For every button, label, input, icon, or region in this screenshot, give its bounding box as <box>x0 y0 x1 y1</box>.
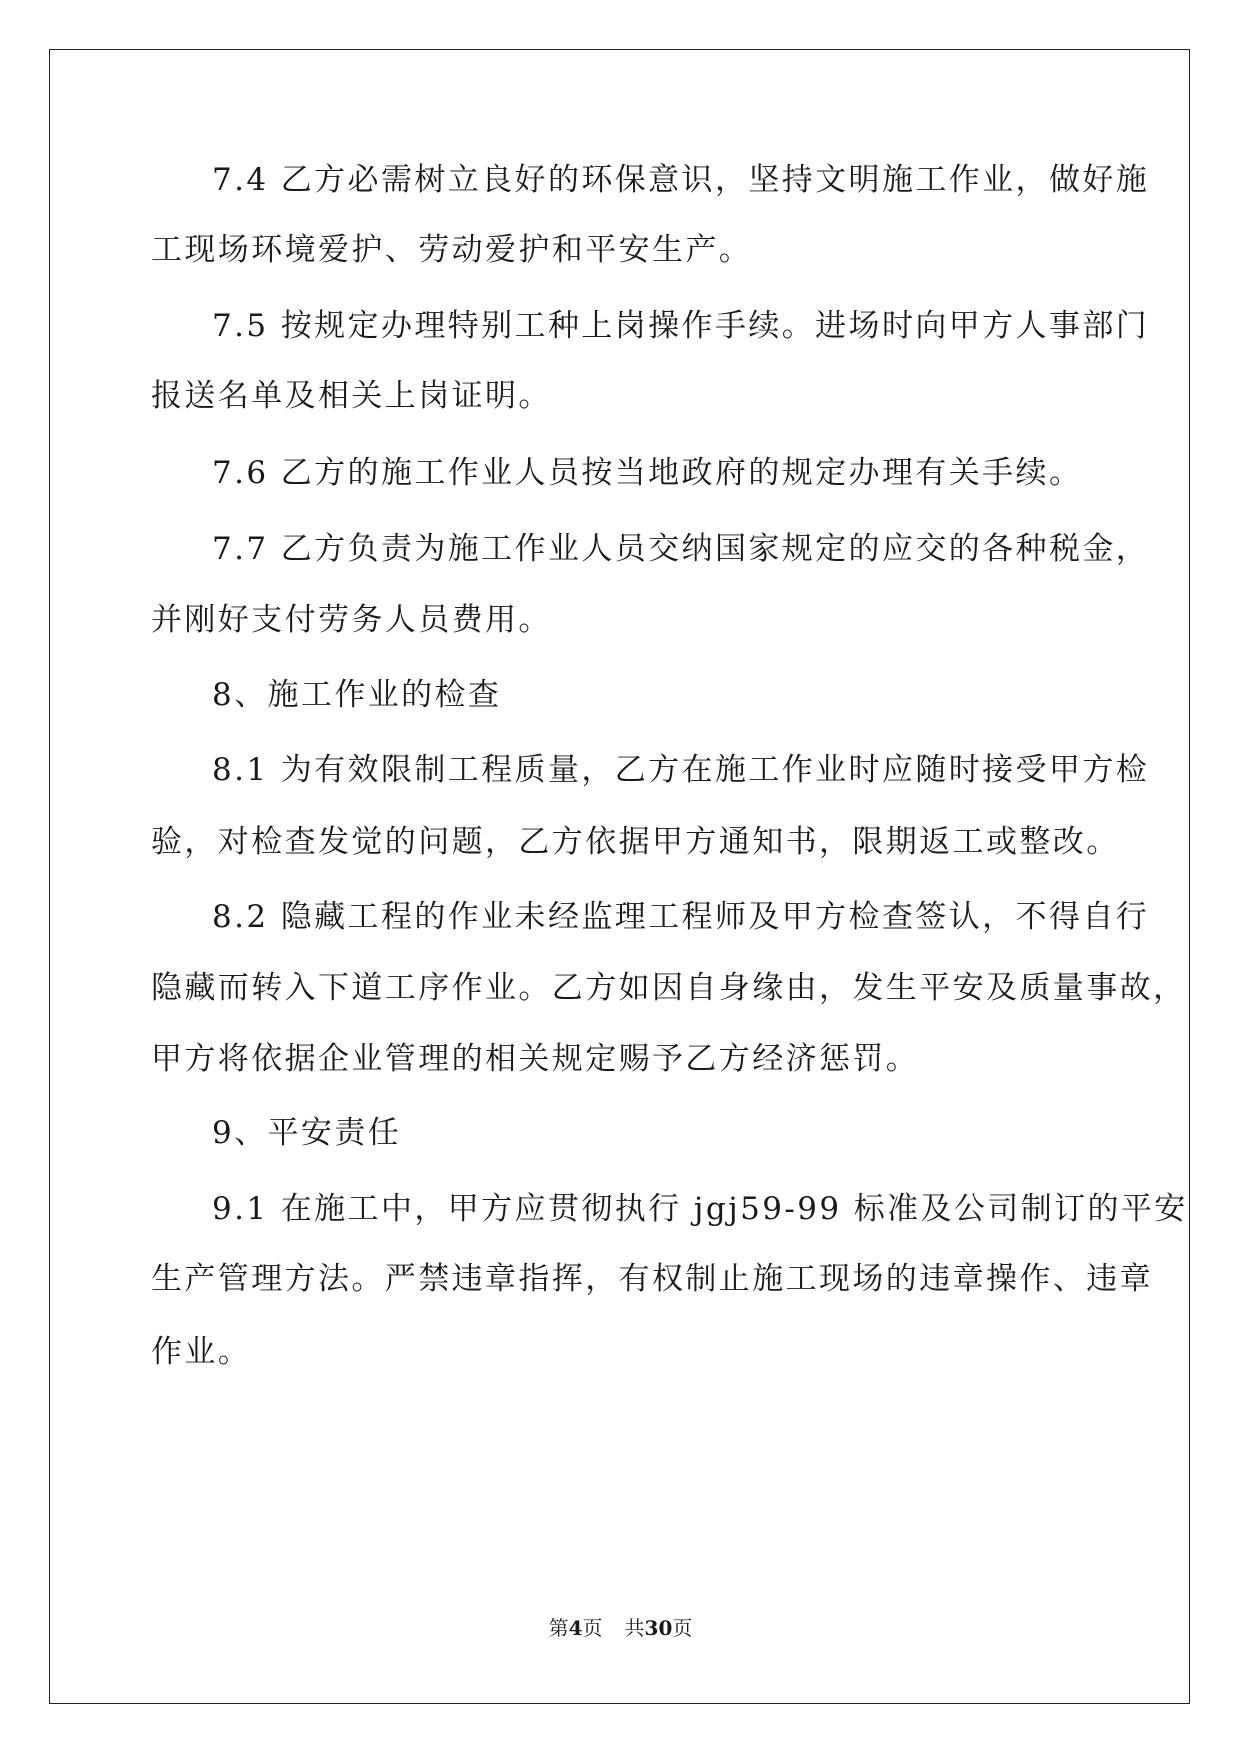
paragraph-7-7-line-1: 7.7 乙方负责为施工作业人员交纳国家规定的应交的各种税金， <box>212 531 1150 567</box>
paragraph-7-4-line-1: 7.4 乙方必需树立良好的环保意识，坚持文明施工作业，做好施 <box>212 162 1150 198</box>
section-heading-9: 9、平安责任 <box>212 1115 402 1151</box>
section-heading-8: 8、施工作业的检查 <box>212 677 502 713</box>
paragraph-7-6: 7.6 乙方的施工作业人员按当地政府的规定办理有关手续。 <box>212 455 1083 491</box>
footer-total-suffix: 页 <box>672 1616 693 1640</box>
footer-page-suffix: 页 <box>582 1616 603 1640</box>
footer-total-prefix: 共 <box>624 1616 645 1640</box>
paragraph-9-1-line-3: 作业。 <box>151 1334 252 1370</box>
page-footer <box>0 1612 1241 1641</box>
paragraph-8-1-line-1: 8.1 为有效限制工程质量，乙方在施工作业时应随时接受甲方检 <box>212 752 1150 788</box>
paragraph-8-2-line-3: 甲方将依据企业管理的相关规定赐予乙方经济惩罚。 <box>151 1041 920 1077</box>
footer-page-prefix: 第 <box>548 1616 569 1640</box>
paragraph-7-5-line-1: 7.5 按规定办理特别工种上岗操作手续。进场时向甲方人事部门 <box>212 308 1150 344</box>
paragraph-8-2-line-2: 隐藏而转入下道工序作业。乙方如因自身缘由，发生平安及质量事故， <box>151 970 1187 1006</box>
paragraph-9-1-line-1: 9.1 在施工中，甲方应贯彻执行 jgj59-99 标准及公司制订的平安 <box>212 1191 1188 1227</box>
footer-page-number: 4 <box>568 1616 583 1640</box>
paragraph-7-4-line-2: 工现场环境爱护、劳动爱护和平安生产。 <box>151 232 753 268</box>
footer-total-pages: 30 <box>644 1616 673 1640</box>
paragraph-8-2-line-1: 8.2 隐藏工程的作业未经监理工程师及甲方检查签认，不得自行 <box>212 899 1150 935</box>
paragraph-7-7-line-2: 并刚好支付劳务人员费用。 <box>151 602 552 638</box>
paragraph-8-1-line-2: 验，对检查发觉的问题，乙方依据甲方通知书，限期返工或整改。 <box>151 824 1120 860</box>
page-border <box>49 49 1190 1704</box>
paragraph-9-1-line-2: 生产管理方法。严禁违章指挥，有权制止施工现场的违章操作、违章 <box>151 1261 1153 1297</box>
paragraph-7-5-line-2: 报送名单及相关上岗证明。 <box>151 378 552 414</box>
